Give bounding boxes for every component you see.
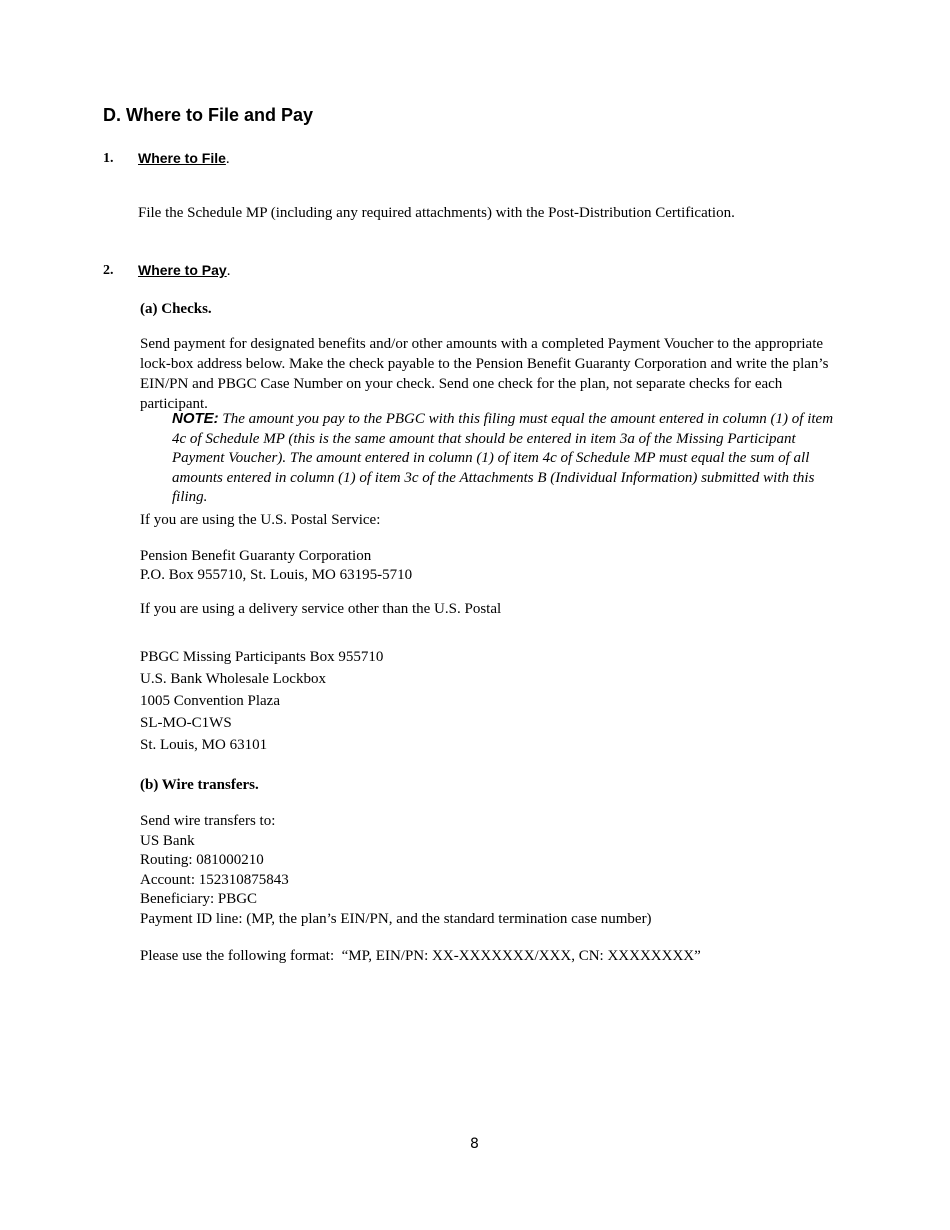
wire-line: Payment ID line: (MP, the plan’s EIN/PN, and the standard termination case number) [140,910,652,927]
wire-line: Send wire transfers to: [140,813,276,829]
note-text: The amount you pay to the PBGC with this filing must equal the amount entered in column (1) of item 4c of Schedule MP (this is the same amount that should be entered in item 3a of the Missing Participant Payment Voucher). The amount entered in column (1) of item 4c of Schedule MP must equal the sum of all amounts entered in column (1) of item 3c of the Attachments B (Individual Information) submitted with this filing. [172,411,834,506]
address-line: SL-MO-C1WS [140,715,232,731]
item-2-title: Where to Pay [138,262,227,278]
item-2-title-suffix: . [226,263,231,279]
usps-address [140,547,412,585]
address-line: P.O. Box 955710, St. Louis, MO 63195-5710 [140,567,413,583]
other-delivery-intro: If you are using a delivery service other than the U.S. Postal [140,601,502,617]
note-block [172,409,842,508]
wire-format-line: Please use the following format: “MP, EIN/PN: XX-XXXXXXX/XXX, CN: XXXXXXXX” [140,948,701,964]
address-line: Pension Benefit Guaranty Corporation [140,548,372,564]
wire-heading: (b) Wire transfers. [140,777,259,793]
item-2-title-row [138,262,230,280]
wire-line: Beneficiary: PBGC [140,891,258,908]
other-delivery-address [140,646,383,756]
item-1-title: Where to File [138,150,226,166]
item-1-title-row [138,150,230,168]
address-line: U.S. Bank Wholesale Lockbox [140,671,326,687]
wire-details [140,812,652,930]
item-1-body: File the Schedule MP (including any required attachments) with the Post-Distribution Certification. [138,205,735,221]
address-line: PBGC Missing Participants Box 955710 [140,649,384,665]
page-number: 8 [470,1136,479,1152]
item-2-number: 2. [103,263,114,278]
checks-body: Send payment for designated benefits and/or other amounts with a completed Payment Voucher to the appropriate lock-box address below. Make the check payable to the Pension Benefit Guaranty Corporation and write the plan’s EIN/PN and PBGC Case Number on your check. Send one check for the plan, not separate checks for each participant. [140,336,829,412]
item-1-title-suffix: . [225,151,230,167]
item-1-number: 1. [103,151,114,166]
usps-intro: If you are using the U.S. Postal Service: [140,512,381,528]
checks-heading: (a) Checks. [140,301,212,317]
wire-line: US Bank [140,832,195,849]
note-label: NOTE: [172,410,219,427]
wire-line: Account: 152310875843 [140,871,289,888]
section-heading: D. Where to File and Pay [103,105,314,125]
wire-line: Routing: 081000210 [140,852,264,869]
address-line: 1005 Convention Plaza [140,693,280,709]
address-line: St. Louis, MO 63101 [140,737,268,753]
